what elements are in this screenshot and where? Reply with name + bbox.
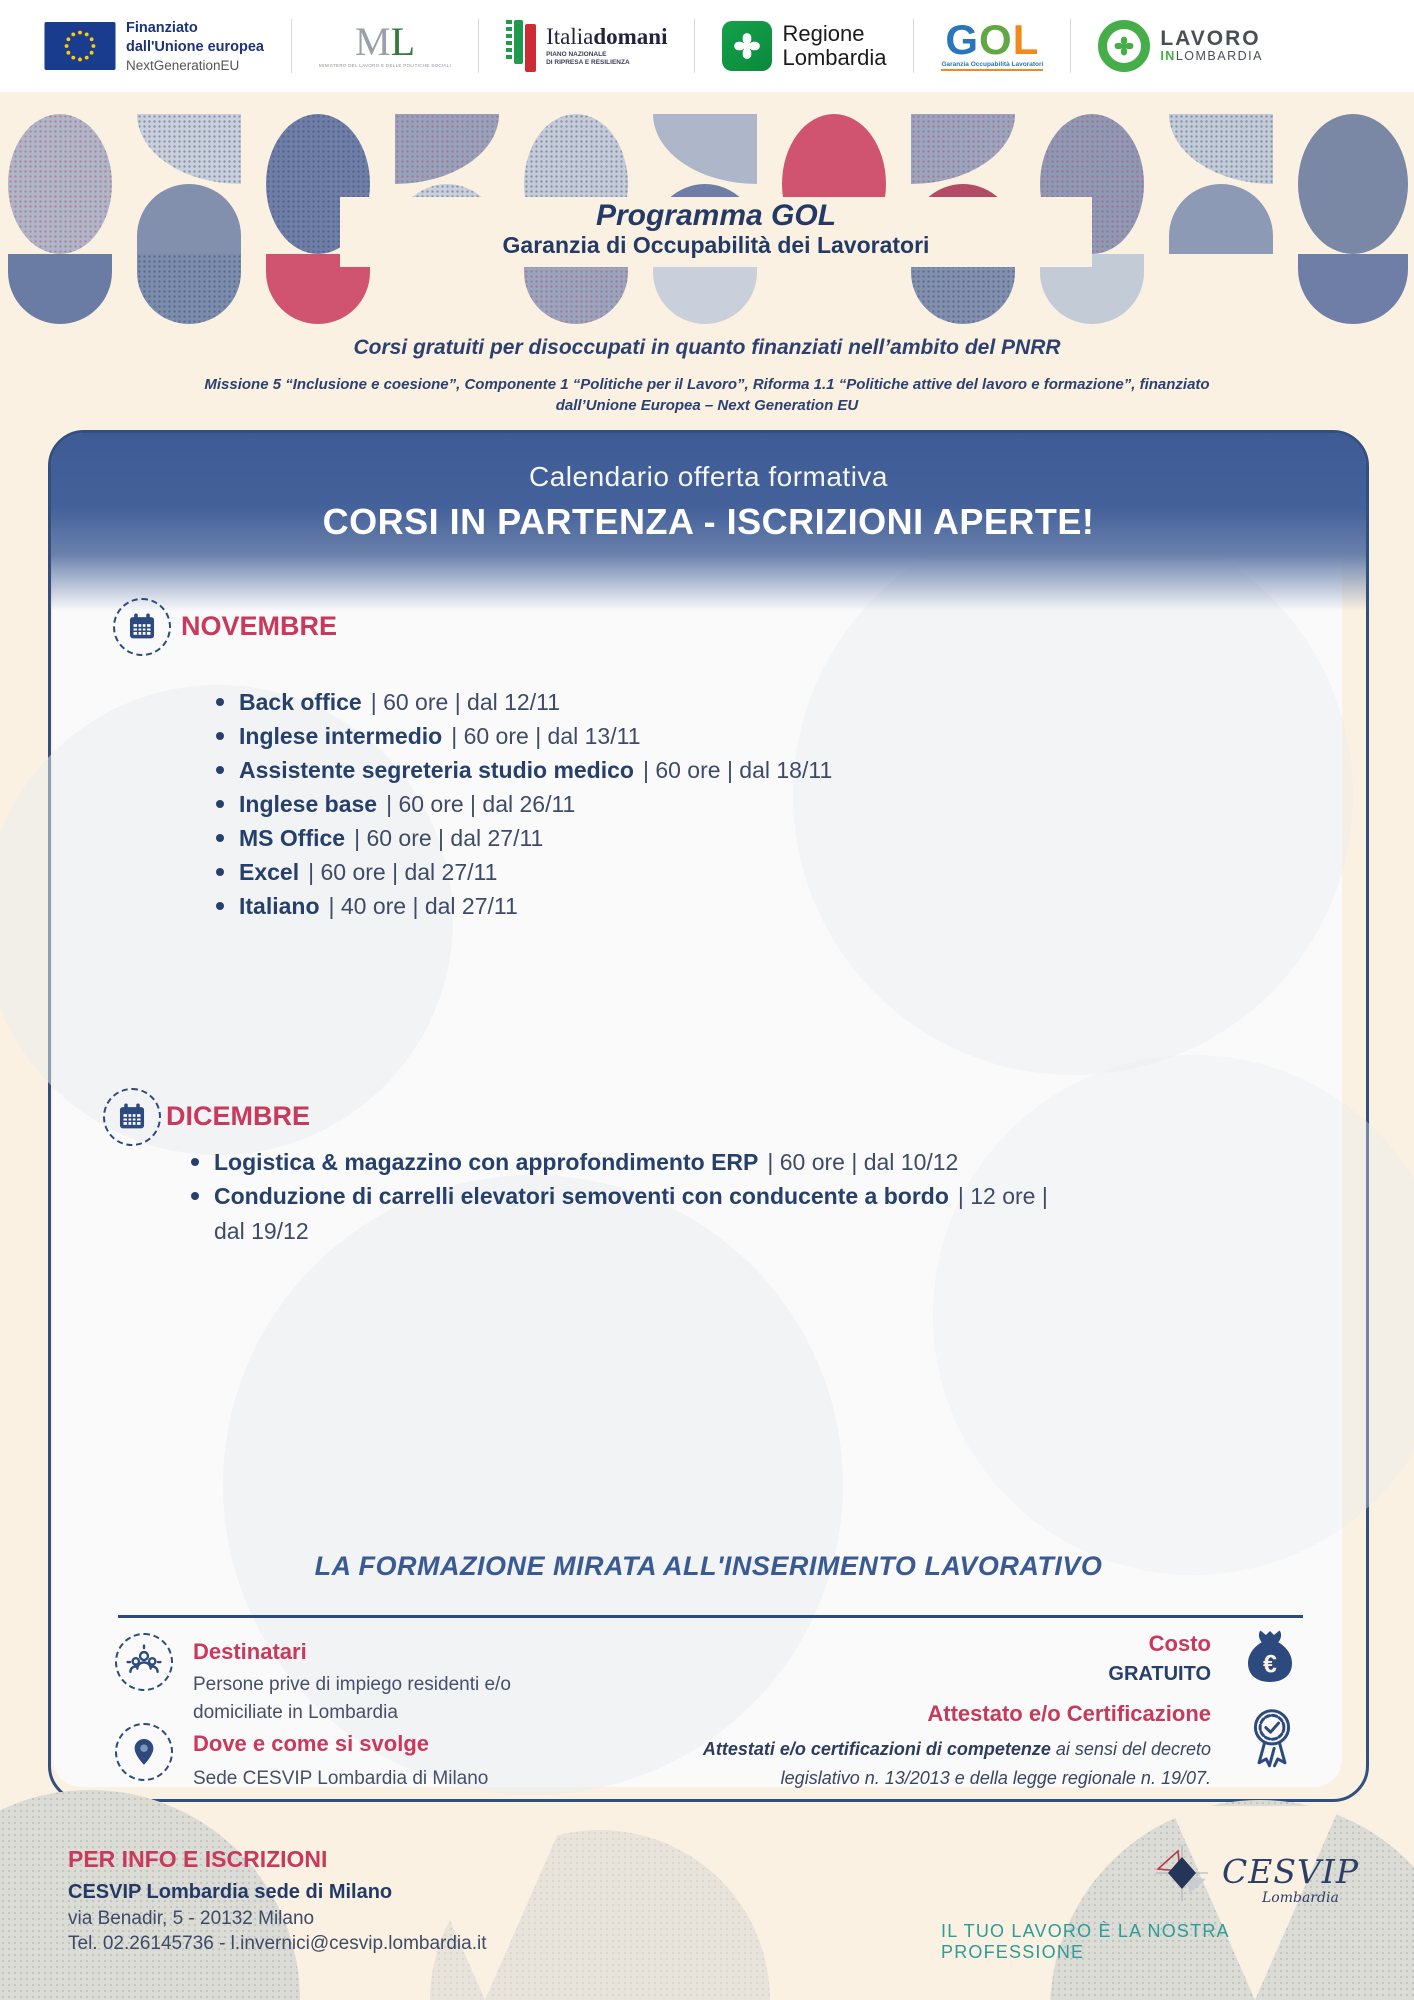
calendar-icon: [103, 1088, 161, 1146]
eu-funding-logo: [44, 19, 264, 72]
cesvip-logo-name: CESVIP: [1222, 1852, 1360, 1891]
free-courses-headline: Corsi gratuiti per disoccupati in quanto finanziati nell’ambito del PNRR: [353, 336, 1061, 359]
bullet-dot: [216, 834, 224, 842]
regione-lombardia-text: Regione Lombardia: [782, 21, 887, 70]
bullet-dot: [216, 766, 224, 774]
certificate-rosette-icon: [1243, 1705, 1301, 1778]
target-users-icon: [115, 1633, 173, 1691]
lavoro-in-lombardia-logo: [1098, 20, 1263, 72]
svg-text:€: €: [1263, 1650, 1277, 1679]
course-row: Assistente segreteria studio medico | 60 ore | dal 18/11: [216, 753, 1176, 788]
decor-shape: [1298, 114, 1408, 254]
footer-org: CESVIP Lombardia sede di Milano: [68, 1881, 393, 1903]
program-subtitle: Garanzia di Occupabilità dei Lavoratori: [502, 232, 930, 258]
bullet-dot: [216, 800, 224, 808]
regione-lombardia-logo: [722, 21, 886, 71]
italiadomani-logo: [506, 20, 667, 72]
decor-shape: [1169, 184, 1273, 254]
gol-logo: [941, 15, 1044, 72]
program-title-box: [340, 197, 1092, 267]
decor-shape: [137, 184, 241, 254]
ministero-monogram-icon: ML: [355, 19, 416, 64]
attestato-title: Attestato e/o Certificazione: [927, 1701, 1211, 1726]
footer-tagline: IL TUO LAVORO È LA NOSTRA PROFESSIONE: [941, 1921, 1229, 1962]
program-title: Programma GOL: [595, 199, 837, 232]
card-header-line1: Calendario offerta formativa: [529, 461, 888, 492]
footer-address: via Benadir, 5 - 20132 Milano: [68, 1908, 315, 1929]
destinatari-body: Persone prive di impiego residenti e/o domiciliate in Lombardia: [193, 1674, 511, 1723]
ministero-caption: MINISTERO DEL LAVORO E DELLE POLITICHE SOCIALI: [319, 63, 452, 68]
decor-shape: [137, 114, 241, 184]
course-row: Inglese intermedio | 60 ore | dal 13/11: [216, 719, 1176, 754]
course-row: Back office | 60 ore | dal 12/11: [216, 685, 1176, 720]
logo-separator: [291, 19, 292, 73]
decor-shape: [395, 114, 499, 184]
partner-logo-bar: [0, 0, 1414, 92]
eu-flag-icon: [44, 22, 116, 70]
italiadomani-caption: PIANO NAZIONALE DI RIPRESA E RESILIENZA: [546, 50, 630, 66]
decor-shape: [911, 114, 1015, 184]
month-label-dicembre: DICEMBRE: [166, 1101, 311, 1131]
card-header-line2: CORSI IN PARTENZA - ISCRIZIONI APERTE!: [322, 501, 1095, 542]
footer-heading: PER INFO E ISCRIZIONI: [68, 1846, 328, 1872]
calendar-icon: [113, 598, 171, 656]
course-row: MS Office | 60 ore | dal 27/11: [216, 821, 1176, 856]
eu-funding-text: [126, 19, 264, 72]
costo-value: GRATUITO: [1108, 1663, 1211, 1685]
location-pin-icon: [115, 1723, 173, 1781]
course-row: Excel | 60 ore | dal 27/11: [216, 855, 1176, 890]
decor-shape: [1298, 254, 1408, 324]
logo-separator: [1070, 19, 1071, 73]
decor-shape: [8, 254, 112, 324]
lavoro-text: LAVORO INLOMBARDIA: [1160, 27, 1263, 63]
lavoro-ring-icon: [1098, 20, 1150, 72]
banner-rule: [118, 1615, 1303, 1618]
decor-shape: [653, 114, 757, 184]
dove-title: Dove e come si svolge: [193, 1731, 429, 1756]
lombardia-rose-icon: [722, 21, 772, 71]
footer-contacts: Tel. 02.26145736 - l.invernici@cesvip.lombardia.it: [68, 1933, 487, 1954]
dove-body: Sede CESVIP Lombardia di Milano: [193, 1768, 489, 1789]
bullet-dot: [216, 732, 224, 740]
bullet-dot: [191, 1192, 199, 1200]
logo-separator: [913, 19, 914, 73]
course-row: Conduzione di carrelli elevatori semoventi con conducente a bordo | 12 ore | dal 19/12: [191, 1179, 1071, 1248]
course-row: Italiano | 40 ore | dal 27/11: [216, 889, 1176, 924]
cesvip-logo-sub: Lombardia: [1262, 1890, 1339, 1906]
logo-separator: [478, 19, 479, 73]
course-row: Logistica & magazzino con approfondimento ERP | 60 ore | dal 10/12: [191, 1145, 1111, 1180]
decor-shape: [8, 114, 112, 254]
month-label-novembre: NOVEMBRE: [181, 611, 338, 641]
decor-shape: [1169, 114, 1273, 184]
eu-line1: Finanziato: [126, 20, 198, 37]
bullet-dot: [191, 1158, 199, 1166]
italiadomani-flag-icon: [506, 20, 536, 72]
bullet-dot: [216, 868, 224, 876]
pnrr-subheadline: Missione 5 “Inclusione e coesione”, Componente 1 “Politiche per il Lavoro”, Riforma 1.1 “Politiche attive del lavoro e formazione”, finanziato dall’Unione Europea – Next Generation EU: [204, 376, 1210, 414]
gol-caption: Garanzia Occupabilità Lavoratori: [941, 61, 1043, 71]
gol-wordmark-icon: GOL: [945, 15, 1040, 63]
course-row: Inglese base | 60 ore | dal 26/11: [216, 787, 1176, 822]
card-header: [51, 433, 1366, 611]
course-calendar-card: [48, 430, 1369, 1802]
costo-title: Costo: [1148, 1631, 1211, 1656]
money-bag-icon: [1239, 1625, 1301, 1700]
destinatari-title: Destinatari: [193, 1639, 307, 1664]
banner-title: LA FORMAZIONE MIRATA ALL'INSERIMENTO LAVORATIVO: [314, 1551, 1103, 1581]
decor-shape: [137, 254, 241, 324]
ministero-lavoro-logo: [319, 19, 452, 68]
italiadomani-name: Italiadomani: [546, 23, 668, 49]
eu-line3: NextGenerationEU: [126, 57, 240, 73]
logo-separator: [694, 19, 695, 73]
bullet-dot: [216, 902, 224, 910]
cesvip-diamond-icon: [1150, 1843, 1214, 1908]
eu-line2: dall'Unione europea: [126, 38, 264, 55]
bullet-dot: [216, 698, 224, 706]
attestato-body: Attestati e/o certificazioni di competenze ai sensi del decreto legislativo n. 13/2013 e della legge regionale n. 19/07.: [702, 1739, 1211, 1788]
